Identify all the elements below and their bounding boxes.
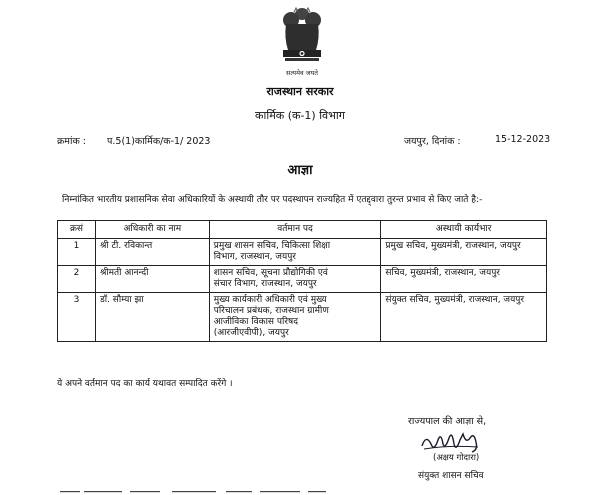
department-title: कार्मिक (क-1) विभाग: [255, 109, 345, 122]
national-emblem-icon: [272, 4, 332, 84]
postings-table: [57, 220, 547, 342]
government-title: राजस्थान सरकार: [266, 85, 334, 98]
row-current-post: [209, 266, 381, 293]
order-date: 15-12-2023: [495, 134, 551, 145]
header-sno: क्रसं: [58, 221, 96, 239]
by-order-line: राज्यपाल की आज्ञा से,: [408, 416, 487, 427]
current-post-line: संचार विभाग, राजस्थान, जयपुर: [213, 279, 317, 289]
order-intro: निम्नांकित भारतीय प्रशासनिक सेवा अधिकारियों के अस्थायी तौर पर पदस्थापन राज्यहित में एतद्द्वारा तुरन्त प्रभाव से किए जाते है:-: [62, 195, 483, 205]
row-current-post: [209, 293, 381, 342]
signer-name: (अक्षय गोदारा): [433, 453, 480, 463]
table-row: [58, 266, 547, 293]
row-current-post: [209, 239, 381, 266]
table-row: [58, 239, 547, 266]
current-post-line: परिचालन प्रबंधक, राजस्थान ग्रामीण: [213, 306, 329, 316]
row-officer-name: श्रीमती आनन्दी: [95, 266, 209, 293]
current-post-line: आजीविका विकास परिषद: [213, 317, 298, 327]
row-sno: 2: [58, 266, 96, 293]
current-post-line: मुख्य कार्यकारी अधिकारी एवं मुख्य: [213, 295, 327, 305]
current-post-line: (आरजीएवीपी), जयपुर: [213, 328, 289, 338]
table-header-row: [58, 221, 547, 239]
row-temporary-charge: प्रमुख सचिव, मुख्यमंत्री, राजस्थान, जयपुर: [381, 239, 547, 266]
row-sno: 3: [58, 293, 96, 342]
footer-note: ये अपने वर्तमान पद का कार्य यथावत सम्पादित करेंगे ।: [57, 379, 233, 389]
header-officer-name: अधिकारी का नाम: [95, 221, 209, 239]
row-officer-name: श्री टी. रविकान्त: [95, 239, 209, 266]
row-temporary-charge: सचिव, मुख्यमंत्री, राजस्थान, जयपुर: [381, 266, 547, 293]
table-row: [58, 293, 547, 342]
place-date-label: जयपुर, दिनांक :: [404, 136, 461, 147]
row-sno: 1: [58, 239, 96, 266]
current-post-line: शासन सचिव, सूचना प्रौद्योगिकी एवं: [213, 268, 328, 278]
reference-number: प.5(1)कार्मिक/क-1/ 2023: [107, 136, 211, 147]
row-temporary-charge: संयुक्त सचिव, मुख्यमंत्री, राजस्थान, जयपुर: [381, 293, 547, 342]
reference-label: क्रमांक :: [57, 136, 86, 147]
current-post-line: विभाग, राजस्थान, जयपुर: [213, 252, 296, 262]
emblem-motto: सत्यमेव जयते: [286, 69, 318, 77]
row-officer-name: डॉ. सौम्या झा: [95, 293, 209, 342]
signer-designation: संयुक्त शासन सचिव: [418, 471, 484, 481]
current-post-line: प्रमुख शासन सचिव, चिकित्सा शिक्षा: [213, 241, 331, 251]
order-title: आज्ञा: [287, 163, 313, 178]
header-temporary-charge: अस्थायी कार्यभार: [381, 221, 547, 239]
header-current-post: वर्तमान पद: [209, 221, 381, 239]
